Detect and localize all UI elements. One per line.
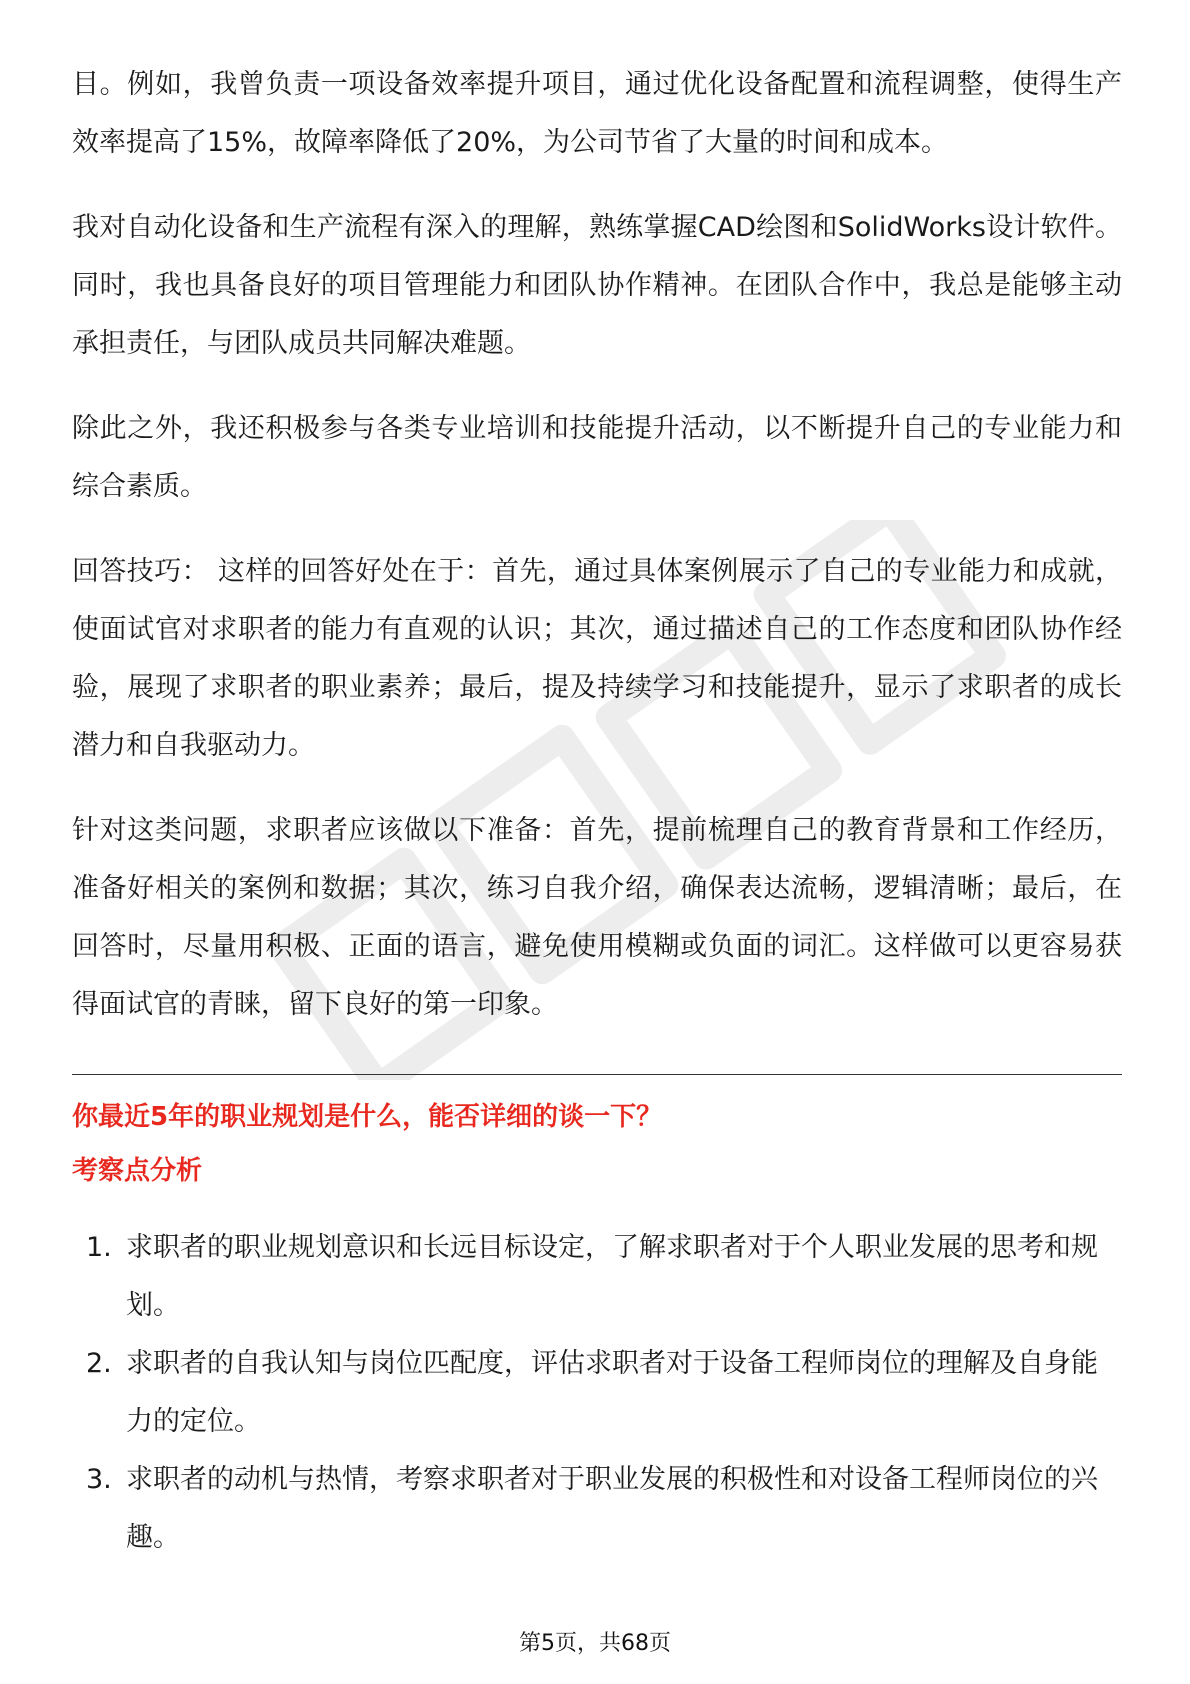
list-item [72, 1451, 1122, 1567]
paragraph-project-example: 目。例如，我曾负责一项设备效率提升项目，通过优化设备配置和流程调整，使得生产效率提高了15%，故障率降低了20%，为公司节省了大量的时间和成本。 [72, 69, 1122, 158]
page-number-footer: 第5页，共68页 [519, 1631, 671, 1656]
list-item-number: 1. [86, 1232, 112, 1263]
document-page [72, 56, 1122, 1567]
list-item [72, 1219, 1122, 1335]
question-heading: 你最近5年的职业规划是什么，能否详细的谈一下？ [72, 1102, 663, 1132]
analysis-heading: 考察点分析 [72, 1156, 203, 1186]
list-item [72, 1335, 1122, 1451]
paragraph-training: 除此之外，我还积极参与各类专业培训和技能提升活动，以不断提升自己的专业能力和综合素质。 [72, 413, 1122, 502]
list-item-text: 求职者的动机与热情，考察求职者对于职业发展的积极性和对设备工程师岗位的兴趣。 [126, 1464, 1098, 1553]
list-item-text: 求职者的自我认知与岗位匹配度，评估求职者对于设备工程师岗位的理解及自身能力的定位。 [126, 1348, 1098, 1437]
paragraph-preparation: 针对这类问题，求职者应该做以下准备：首先，提前梳理自己的教育背景和工作经历，准备好相关的案例和数据；其次，练习自我介绍，确保表达流畅，逻辑清晰；最后，在回答时，尽量用积极、正面的语言，避免使用模糊或负面的词汇。这样做可以更容易获得面试官的青睐，留下良好的第一印象。 [72, 815, 1122, 1020]
list-item-text: 求职者的职业规划意识和长远目标设定，了解求职者对于个人职业发展的思考和规划。 [126, 1232, 1098, 1321]
list-item-number: 3. [86, 1464, 112, 1495]
section-divider [72, 1074, 1122, 1075]
list-item-number: 2. [86, 1348, 112, 1379]
paragraph-answer-tips: 回答技巧： 这样的回答好处在于：首先，通过具体案例展示了自己的专业能力和成就，使面试官对求职者的能力有直观的认识；其次，通过描述自己的工作态度和团队协作经验，展现了求职者的职业素养；最后，提及持续学习和技能提升，显示了求职者的成长潜力和自我驱动力。 [72, 556, 1122, 761]
paragraph-skills: 我对自动化设备和生产流程有深入的理解，熟练掌握CAD绘图和SolidWorks设计软件。同时，我也具备良好的项目管理能力和团队协作精神。在团队合作中，我总是能够主动承担责任，与团队成员共同解决难题。 [72, 212, 1122, 359]
analysis-points-list [72, 1219, 1122, 1567]
